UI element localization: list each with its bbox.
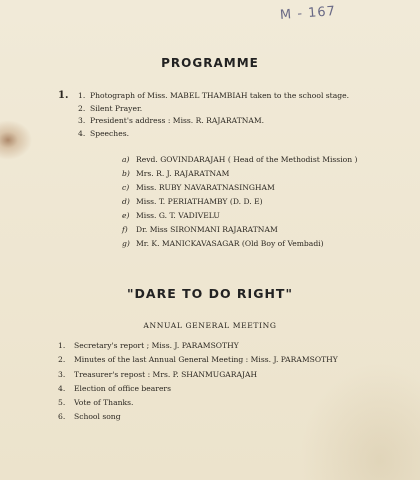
item-number: 2.	[58, 355, 66, 365]
list-item	[122, 209, 357, 223]
item-number: 3.	[58, 369, 66, 379]
item-marker: a)	[122, 155, 130, 164]
list-item	[58, 353, 338, 367]
item-text: Silent Prayer.	[90, 103, 143, 113]
agm-heading: ANNUAL GENERAL MEETING	[143, 321, 277, 330]
list-item	[122, 181, 357, 195]
item-text: Treasurer's repost : Mrs. P. SHANMUGARAJAH	[74, 369, 258, 379]
list-item	[122, 223, 357, 237]
programme-list	[78, 90, 349, 140]
item-number: 5.	[58, 398, 66, 408]
item-marker: c)	[122, 183, 130, 192]
list-item	[78, 103, 349, 116]
item-text: Miss. G. T. VADIVELU	[136, 211, 220, 220]
item-text: Miss. T. PERIATHAMBY (D. D. E)	[136, 197, 263, 206]
item-text: School song	[74, 412, 121, 422]
list-item	[58, 339, 338, 353]
page-title: PROGRAMME	[161, 56, 259, 70]
list-item	[58, 368, 338, 382]
motto-heading: "DARE TO DO RIGHT"	[127, 286, 293, 301]
item-number: 6.	[58, 412, 66, 422]
item-marker: d)	[122, 197, 130, 206]
item-text: Mrs. R. J. RAJARATNAM	[136, 169, 230, 178]
item-text: Revd. GOVINDARAJAH ( Head of the Methodist Mission )	[136, 155, 358, 164]
item-number: 1.	[78, 91, 86, 100]
section-number: 1.	[58, 90, 69, 101]
list-item	[122, 195, 357, 209]
list-item	[122, 167, 357, 181]
item-text: Miss. RUBY NAVARATNASINGHAM	[136, 183, 275, 192]
item-number: 4.	[58, 383, 66, 393]
item-text: Election of office bearers	[74, 383, 171, 393]
list-item	[78, 115, 349, 128]
speeches-list	[122, 153, 357, 251]
list-item	[58, 382, 338, 396]
item-text: Photograph of Miss. MABEL THAMBIAH taken to the school stage.	[90, 91, 350, 100]
list-item	[122, 153, 357, 167]
list-item	[122, 237, 357, 251]
list-item	[78, 90, 349, 103]
item-number: 2.	[78, 103, 86, 113]
item-text: Dr. Miss SIRONMANI RAJARATNAM	[136, 225, 278, 234]
handwritten-reference: M - 167	[279, 4, 337, 23]
item-number: 4.	[78, 128, 86, 138]
item-number: 3.	[78, 116, 86, 125]
item-text: President's address : Miss. R. RAJARATNAM.	[90, 116, 265, 125]
list-item	[78, 128, 349, 141]
item-text: Minutes of the last Annual General Meeting : Miss. J. PARAMSOTHY	[74, 355, 338, 365]
item-number: 1.	[58, 341, 66, 350]
list-item	[58, 410, 338, 424]
item-text: Secretary's report ; Miss. J. PARAMSOTHY	[74, 341, 239, 350]
item-marker: e)	[122, 211, 130, 220]
item-marker: f)	[122, 225, 128, 234]
item-text: Speeches.	[90, 128, 129, 138]
item-text: Mr. K. MANICKAVASAGAR (Old Boy of Vembadi)	[136, 239, 324, 248]
item-marker: g)	[122, 239, 130, 248]
item-text: Vote of Thanks.	[74, 398, 134, 408]
agenda-list	[58, 339, 338, 425]
list-item	[58, 396, 338, 410]
item-marker: b)	[122, 169, 130, 178]
